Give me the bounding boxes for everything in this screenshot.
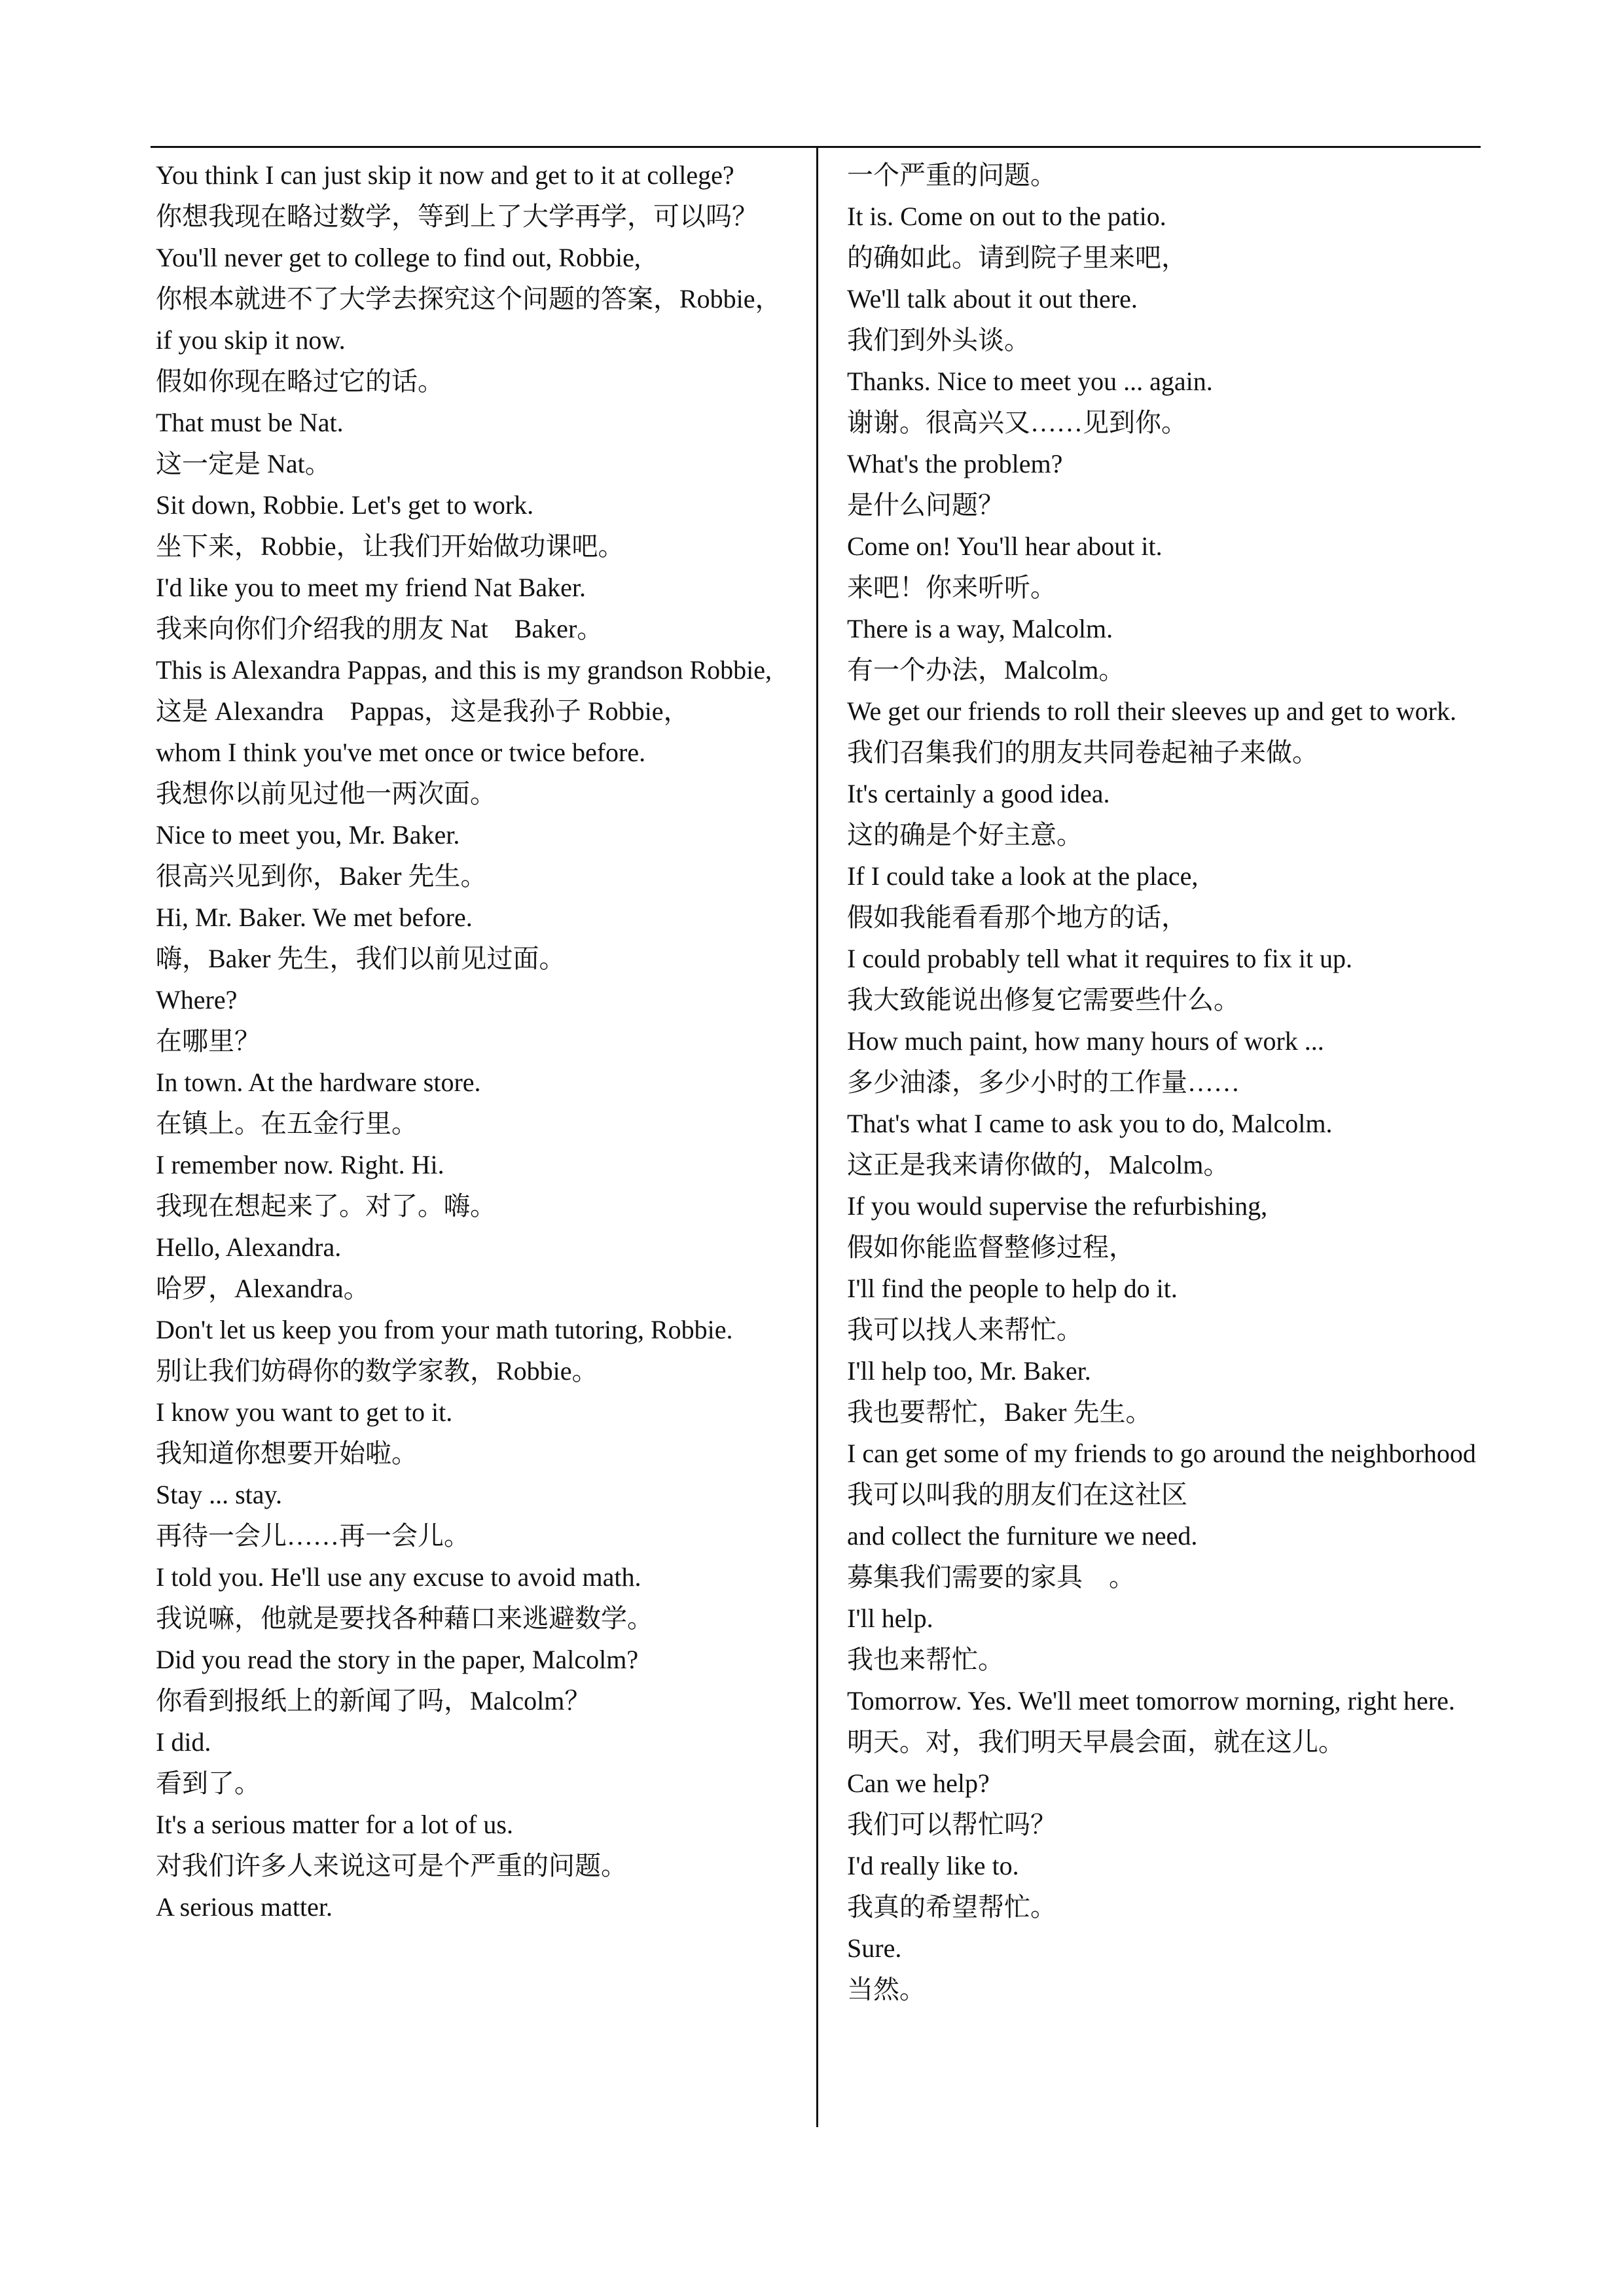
dialogue-line: Hello, Alexandra. xyxy=(156,1232,342,1262)
dialogue-line: That's what I came to ask you to do, Malcolm. xyxy=(847,1109,1333,1138)
dialogue-line: I'll help too, Mr. Baker. xyxy=(847,1356,1091,1386)
dialogue-line: 再待一会儿……再一会儿。 xyxy=(156,1521,470,1551)
dialogue-line: 我们可以帮忙吗？ xyxy=(847,1810,1056,1839)
dialogue-line: I'll find the people to help do it. xyxy=(847,1274,1178,1303)
dialogue-line: That must be Nat. xyxy=(156,408,344,437)
dialogue-line: 这正是我来请你做的，Malcolm。 xyxy=(847,1150,1230,1179)
dialogue-line: 这的确是个好主意。 xyxy=(847,820,1083,850)
dialogue-line: 对我们许多人来说这可是个严重的问题。 xyxy=(156,1851,627,1880)
dialogue-line: We'll talk about it out there. xyxy=(847,284,1138,314)
dialogue-line: A serious matter. xyxy=(156,1892,333,1922)
dialogue-line: Thanks. Nice to meet you ... again. xyxy=(847,367,1213,396)
dialogue-line: It's certainly a good idea. xyxy=(847,779,1110,808)
dialogue-line: 我来向你们介绍我的朋友 Nat Baker。 xyxy=(156,614,604,643)
dialogue-line: You think I can just skip it now and get to it at college? xyxy=(156,160,734,190)
dialogue-line: 你看到报纸上的新闻了吗，Malcolm？ xyxy=(156,1686,591,1715)
column-divider xyxy=(816,146,818,2127)
dialogue-line: 来吧！你来听听。 xyxy=(847,573,1056,602)
dialogue-line: Come on! You'll hear about it. xyxy=(847,531,1163,561)
dialogue-line: 我也来帮忙。 xyxy=(847,1645,1004,1674)
dialogue-line: 在哪里？ xyxy=(156,1026,261,1056)
dialogue-line: What's the problem? xyxy=(847,449,1063,478)
dialogue-line: 我现在想起来了。对了。嗨。 xyxy=(156,1191,496,1221)
dialogue-line: if you skip it now. xyxy=(156,325,346,355)
dialogue-line: 你根本就进不了大学去探究这个问题的答案，Robbie， xyxy=(156,284,782,314)
dialogue-line: You'll never get to college to find out, Robbie, xyxy=(156,243,641,272)
dialogue-line: 看到了。 xyxy=(156,1768,261,1798)
dialogue-line: 我说嘛，他就是要找各种藉口来逃避数学。 xyxy=(156,1604,653,1633)
dialogue-line: 的确如此。请到院子里来吧， xyxy=(847,243,1187,272)
dialogue-line: I know you want to get to it. xyxy=(156,1397,453,1427)
top-rule xyxy=(151,146,1481,148)
dialogue-line: 很高兴见到你，Baker 先生。 xyxy=(156,861,487,891)
dialogue-line: 我真的希望帮忙。 xyxy=(847,1892,1056,1922)
dialogue-line: Nice to meet you, Mr. Baker. xyxy=(156,820,460,850)
dialogue-line: Hi, Mr. Baker. We met before. xyxy=(156,903,473,932)
dialogue-line: 你想我现在略过数学，等到上了大学再学，可以吗？ xyxy=(156,202,758,231)
dialogue-line: This is Alexandra Pappas, and this is my grandson Robbie, xyxy=(156,655,772,685)
dialogue-line: It is. Come on out to the patio. xyxy=(847,202,1166,231)
dialogue-line: I did. xyxy=(156,1727,211,1757)
dialogue-line: If I could take a look at the place, xyxy=(847,861,1199,891)
dialogue-line: Sure. xyxy=(847,1933,902,1963)
dialogue-line: I could probably tell what it requires to fix it up. xyxy=(847,944,1353,973)
dialogue-line: 假如你现在略过它的话。 xyxy=(156,367,444,396)
dialogue-line: 坐下来，Robbie，让我们开始做功课吧。 xyxy=(156,531,624,561)
dialogue-line: 我知道你想要开始啦。 xyxy=(156,1439,418,1468)
dialogue-line: 哈罗，Alexandra。 xyxy=(156,1274,370,1303)
dialogue-line: I'll help. xyxy=(847,1604,933,1633)
dialogue-line: Can we help? xyxy=(847,1768,990,1798)
dialogue-line: Don't let us keep you from your math tutoring, Robbie. xyxy=(156,1315,733,1344)
dialogue-line: There is a way, Malcolm. xyxy=(847,614,1113,643)
dialogue-line: 多少油漆，多少小时的工作量…… xyxy=(847,1067,1240,1097)
dialogue-line: 有一个办法，Malcolm。 xyxy=(847,655,1125,685)
dialogue-line: 募集我们需要的家具 。 xyxy=(847,1562,1135,1592)
dialogue-line: 我可以叫我的朋友们在这社区 xyxy=(847,1480,1187,1509)
dialogue-line: 谢谢。很高兴又……见到你。 xyxy=(847,408,1187,437)
dialogue-line: It's a serious matter for a lot of us. xyxy=(156,1810,513,1839)
dialogue-line: 当然。 xyxy=(847,1975,926,2004)
dialogue-line: 嗨，Baker 先生，我们以前见过面。 xyxy=(156,944,566,973)
dialogue-line: Where? xyxy=(156,985,238,1014)
dialogue-line: whom I think you've met once or twice before. xyxy=(156,738,646,767)
dialogue-line: 我也要帮忙，Baker 先生。 xyxy=(847,1397,1152,1427)
dialogue-line: 是什么问题？ xyxy=(847,490,1004,520)
dialogue-line: 我们召集我们的朋友共同卷起袖子来做。 xyxy=(847,738,1318,767)
dialogue-line: and collect the furniture we need. xyxy=(847,1521,1198,1551)
dialogue-line: 一个严重的问题。 xyxy=(847,160,1056,190)
dialogue-line: 我们到外头谈。 xyxy=(847,325,1030,355)
dialogue-line: 我想你以前见过他一两次面。 xyxy=(156,779,496,808)
dialogue-line: 我大致能说出修复它需要些什么。 xyxy=(847,985,1240,1014)
dialogue-line: Tomorrow. Yes. We'll meet tomorrow morning, right here. xyxy=(847,1686,1455,1715)
dialogue-line: I told you. He'll use any excuse to avoid math. xyxy=(156,1562,641,1592)
dialogue-line: I remember now. Right. Hi. xyxy=(156,1150,444,1179)
dialogue-line: We get our friends to roll their sleeves up and get to work. xyxy=(847,696,1456,726)
dialogue-line: Stay ... stay. xyxy=(156,1480,282,1509)
dialogue-line: 在镇上。在五金行里。 xyxy=(156,1109,418,1138)
dialogue-line: How much paint, how many hours of work ... xyxy=(847,1026,1324,1056)
dialogue-line: 别让我们妨碍你的数学家教，Robbie。 xyxy=(156,1356,598,1386)
dialogue-line: 假如你能监督整修过程， xyxy=(847,1232,1135,1262)
dialogue-line: 明天。对，我们明天早晨会面，就在这儿。 xyxy=(847,1727,1344,1757)
dialogue-line: If you would supervise the refurbishing, xyxy=(847,1191,1268,1221)
right-column xyxy=(847,154,1480,2010)
dialogue-line: Sit down, Robbie. Let's get to work. xyxy=(156,490,534,520)
dialogue-line: 假如我能看看那个地方的话， xyxy=(847,903,1187,932)
dialogue-line: Did you read the story in the paper, Malcolm? xyxy=(156,1645,639,1674)
left-column xyxy=(156,154,789,1928)
dialogue-line: 这是 Alexandra Pappas，这是我孙子 Robbie， xyxy=(156,696,690,726)
dialogue-line: I'd really like to. xyxy=(847,1851,1019,1880)
dialogue-line: In town. At the hardware store. xyxy=(156,1067,481,1097)
dialogue-line: 这一定是 Nat。 xyxy=(156,449,331,478)
dialogue-line: I'd like you to meet my friend Nat Baker. xyxy=(156,573,586,602)
dialogue-line: 我可以找人来帮忙。 xyxy=(847,1315,1083,1344)
dialogue-line: I can get some of my friends to go around the neighborhood xyxy=(847,1439,1476,1468)
